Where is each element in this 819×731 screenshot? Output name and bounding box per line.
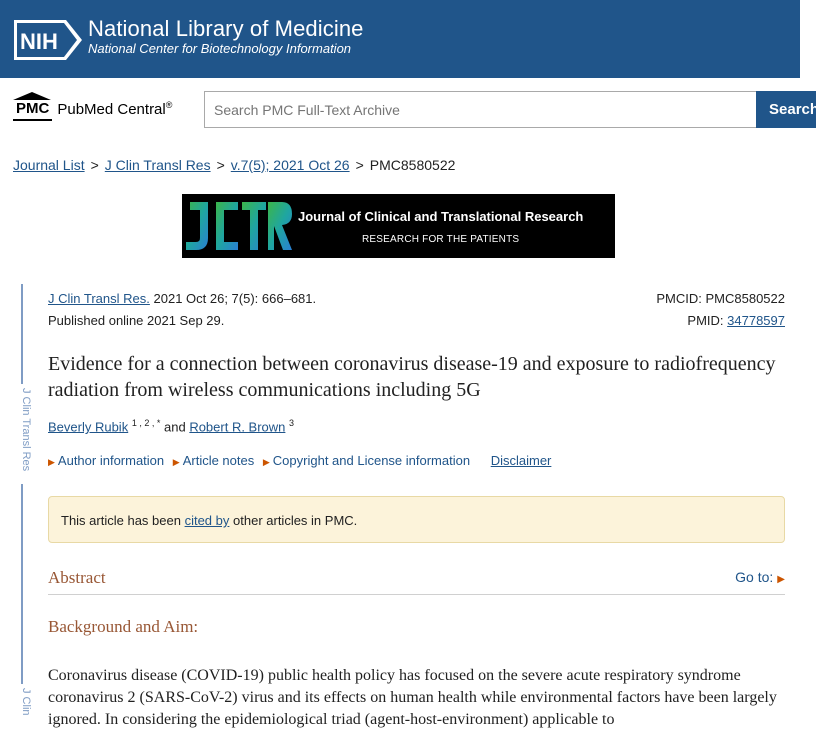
abstract-body: Coronavirus disease (COVID-19) public health policy has focused on the severe acute respiratory syndrome coronavirus 2 (SARS-CoV-2) virus and its effects on human health while environmental factors have been largely ignored. In considering the epidemiological triad (agent-host-environment) applicable to: [48, 667, 777, 728]
authors: [48, 418, 294, 434]
authors-and: and: [163, 419, 186, 435]
side-strip-label-bottom-text: J Clin: [20, 688, 32, 716]
abstract-subheading: Background and Aim:: [48, 617, 199, 636]
notice-suffix: other articles in PMC.: [233, 513, 358, 528]
search-button[interactable]: Search: [756, 91, 816, 128]
abstract-heading: Abstract: [48, 568, 106, 587]
citation-left: [48, 288, 316, 332]
journal-banner[interactable]: [182, 194, 615, 258]
author-information-toggle[interactable]: [48, 453, 164, 468]
side-strip-label-bottom: [12, 688, 32, 728]
breadcrumb-journal-list[interactable]: Journal List: [13, 157, 85, 173]
citation-journal-link[interactable]: J Clin Transl Res.: [48, 291, 150, 306]
article-notes-label: Article notes: [182, 453, 255, 468]
breadcrumb-current: PMC8580522: [369, 157, 456, 173]
side-strip-label: [12, 388, 32, 488]
cited-by-link[interactable]: cited by: [184, 513, 230, 528]
pmc-logo-name-text: PubMed Central: [57, 101, 166, 118]
svg-text:NIH: NIH: [20, 29, 58, 54]
copyright-toggle[interactable]: [263, 453, 470, 468]
goto-menu[interactable]: [735, 569, 785, 585]
breadcrumb-separator: >: [90, 157, 99, 173]
citation-right: [656, 288, 785, 332]
author-affiliation[interactable]: 3: [289, 418, 295, 428]
nih-header: [0, 0, 800, 78]
article-title: Evidence for a connection between coronavirus disease-19 and exposure to radiofrequency radiation from wireless communications including 5G: [48, 353, 776, 401]
goto-label: Go to:: [735, 569, 774, 585]
citation-details: 2021 Oct 26; 7(5): 666–681.: [153, 291, 317, 306]
pmc-logo-badge: [13, 94, 52, 121]
triangle-right-icon: ▶: [262, 457, 270, 467]
search-input[interactable]: [204, 91, 758, 128]
author-link[interactable]: Robert R. Brown: [189, 419, 286, 435]
side-strip-label-text: J Clin Transl Res: [20, 388, 32, 472]
breadcrumb: [13, 157, 455, 173]
journal-banner-title: Journal of Clinical and Translational Research: [298, 209, 584, 224]
triangle-right-icon: ▶: [777, 574, 785, 585]
nih-logo[interactable]: [14, 20, 82, 60]
notice-prefix: This article has been: [61, 513, 181, 528]
citation-published: Published online 2021 Sep 29.: [48, 313, 225, 328]
pmc-logo-badge-text: PMC: [16, 99, 50, 117]
side-strip-line-top: [21, 284, 23, 384]
jctr-logo-icon: [182, 194, 294, 258]
author-link[interactable]: Beverly Rubik: [48, 419, 129, 435]
triangle-right-icon: ▶: [48, 457, 55, 467]
author-information-label: Author information: [57, 453, 165, 468]
abstract-section-header: [48, 559, 785, 595]
journal-banner-tagline: RESEARCH FOR THE PATIENTS: [362, 234, 520, 245]
author-affiliation[interactable]: 1 , 2 , *: [131, 418, 161, 428]
cited-by-notice: [48, 496, 785, 543]
nih-subtitle: National Center for Biotechnology Information: [88, 41, 352, 56]
pmc-logo-name: [57, 96, 172, 118]
pmcid: PMCID: PMC8580522: [656, 291, 785, 306]
article-notes-toggle[interactable]: [173, 453, 254, 468]
article-links: [48, 453, 551, 468]
breadcrumb-journal[interactable]: J Clin Transl Res: [104, 157, 211, 173]
nih-title[interactable]: National Library of Medicine: [88, 16, 364, 41]
pmc-roof-icon: [13, 92, 51, 100]
pmid-label: PMID:: [687, 313, 724, 328]
registered-mark: ®: [165, 100, 173, 110]
pmc-logo[interactable]: [13, 92, 172, 122]
breadcrumb-issue[interactable]: v.7(5); 2021 Oct 26: [230, 157, 350, 173]
pmid-link[interactable]: 34778597: [727, 313, 785, 328]
breadcrumb-separator: >: [355, 157, 364, 173]
copyright-label: Copyright and License information: [272, 453, 471, 468]
triangle-right-icon: ▶: [172, 457, 180, 467]
side-strip-line-bottom: [21, 484, 23, 684]
breadcrumb-separator: >: [216, 157, 225, 173]
disclaimer-link[interactable]: Disclaimer: [490, 453, 552, 468]
